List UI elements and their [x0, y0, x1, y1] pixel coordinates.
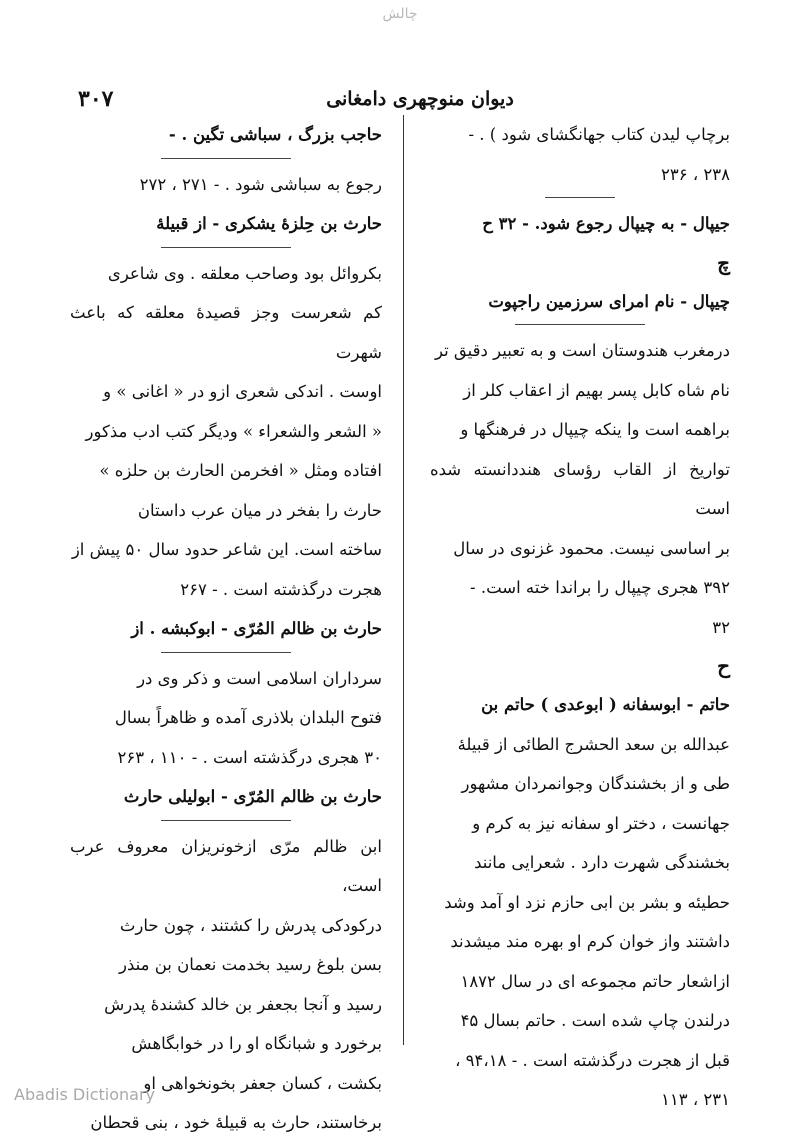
- separator-rule: [161, 652, 291, 653]
- text-line: ابن ظالم مرّی ازخونریزان معروف عرب است،: [70, 836, 382, 895]
- book-running-title: دیوان منوچهری دامغانی: [326, 88, 514, 110]
- letter-heading-he: ح: [717, 654, 730, 678]
- text-line: بر اساسی نیست. محمود غزنوی در سال: [453, 538, 730, 558]
- text-line: حطیئه و بشر بن ابی حازم نزد او آمد وشد: [444, 892, 730, 912]
- letter-heading-che: چ: [717, 250, 730, 275]
- text-line: نام شاه کابل پسر بهیم از اعقاب کلر از: [463, 380, 730, 400]
- text-line: بکشت ، کسان جعفر بخونخواهی او: [143, 1073, 382, 1093]
- text-line: ۲۳۸ ، ۲۳۶: [660, 164, 730, 184]
- text-line: براهمه است وا ینکه چیپال در فرهنگها و: [460, 420, 730, 439]
- entry-headline: حارث بن حِلزهٔ یشکری - از قبیلهٔ: [156, 214, 382, 233]
- text-line: حارث را بفخر در میان عرب داستان: [137, 500, 382, 520]
- dictionary-word-title: چالش: [382, 6, 418, 22]
- entry-headline: چیپال - نام امرای سرزمین راجپوت: [488, 291, 730, 311]
- entry-headline: حارث بن ظالم المُرّی - ابوکبشه . از: [131, 619, 382, 638]
- separator-rule: [515, 324, 645, 325]
- separator-rule: [545, 197, 615, 198]
- separator-rule: [161, 820, 291, 821]
- text-line: کم شعرست وجز قصیدهٔ معلقه که باعث شهرت: [70, 303, 382, 362]
- separator-rule: [161, 247, 291, 248]
- text-line: جهانست ، دختر او سفانه نیز به کرم و: [472, 813, 730, 833]
- entry-headline: حارث بن ظالم المُرّی - ابولیلی حارث: [123, 787, 382, 806]
- text-line: « الشعر والشعراء » ودیگر کتب ادب مذکور: [85, 421, 382, 441]
- text-line: ساخته است. این شاعر حدود سال ۵۰ پیش از: [71, 540, 382, 559]
- text-line: افتاده ومثل « افخرمن الحارث بن حلزه »: [99, 461, 382, 480]
- right-column: [430, 115, 730, 1120]
- text-line: درلندن چاپ شده است . حاتم بسال ۴۵: [460, 1011, 730, 1030]
- separator-rule: [161, 158, 291, 159]
- text-line: تواریخ از القاب رؤسای هنددانسته شده است: [430, 459, 730, 518]
- site-watermark: Abadis Dictionary: [14, 1085, 155, 1104]
- text-line: هجرت درگذشته است . - ۲۶۷: [180, 579, 382, 599]
- text-line: برچاپ لیدن کتاب جهانگشای شود ) . -: [468, 125, 730, 144]
- text-line: درکودکی پدرش را کشتند ، چون حارث: [119, 915, 382, 935]
- text-line: ۳۲: [712, 617, 730, 637]
- text-line: طی و از بخشندگان وجوانمردان مشهور: [461, 774, 730, 793]
- entry-headline: حاتم - ابوسفانه ( ابوعدی ) حاتم بن: [481, 695, 730, 714]
- text-line: رجوع به سباشی شود . - ۲۷۱ ، ۲۷۲: [139, 174, 382, 194]
- text-line: ۳۹۲ هجری چیپال را براندا خته است. -: [470, 578, 730, 597]
- text-line: بکروائل بود وصاحب معلقه . وی شاعری: [107, 263, 382, 283]
- text-line: داشتند واز خوان کرم او بهره مند میشدند: [450, 932, 730, 951]
- text-line: سرداران اسلامی است و ذکر وی در: [137, 668, 382, 688]
- text-line: بخشندگی شهرت دارد . شعرایی مانند: [474, 853, 730, 872]
- page-number: ۳۰۷: [78, 86, 114, 112]
- text-line: فتوح البلدان بلاذری آمده و ظاهراً بسال: [114, 708, 382, 727]
- left-column: [70, 115, 382, 1143]
- column-divider: [403, 115, 404, 1045]
- entry-headline: جیپال - به چیپال رجوع شود. - ۳۲ ح: [482, 214, 730, 233]
- text-line: رسید و آنجا بجعفر بن خالد کشندهٔ پدرش: [104, 994, 382, 1014]
- text-line: برخورد و شبانگاه او را در خوابگاهش: [131, 1034, 382, 1053]
- text-line: ۲۳۱ ، ۱۱۳: [660, 1090, 730, 1109]
- text-line: بسن بلوغ رسید بخدمت نعمان بن منذر: [119, 955, 382, 974]
- text-line: درمغرب هندوستان است و به تعبیر دقیق تر: [434, 341, 730, 360]
- text-line: اوست . اندکی شعری ازو در « اغانی » و: [103, 382, 382, 401]
- text-line: برخاستند، حارث به قبیلهٔ خود ، بنی قحطان: [90, 1113, 382, 1132]
- text-line: ۳۰ هجری درگذشته است . - ۱۱۰ ، ۲۶۳: [117, 747, 382, 767]
- entry-headline: حاجب بزرگ ، سباشی تگین . -: [168, 125, 382, 144]
- text-line: عبدالله بن سعد الحشرج الطائی از قبیلهٔ: [457, 734, 730, 754]
- text-line: قبل از هجرت درگذشته است . - ۹۴،۱۸ ،: [455, 1050, 730, 1070]
- text-line: ازاشعار حاتم مجموعه ای در سال ۱۸۷۲: [460, 971, 730, 991]
